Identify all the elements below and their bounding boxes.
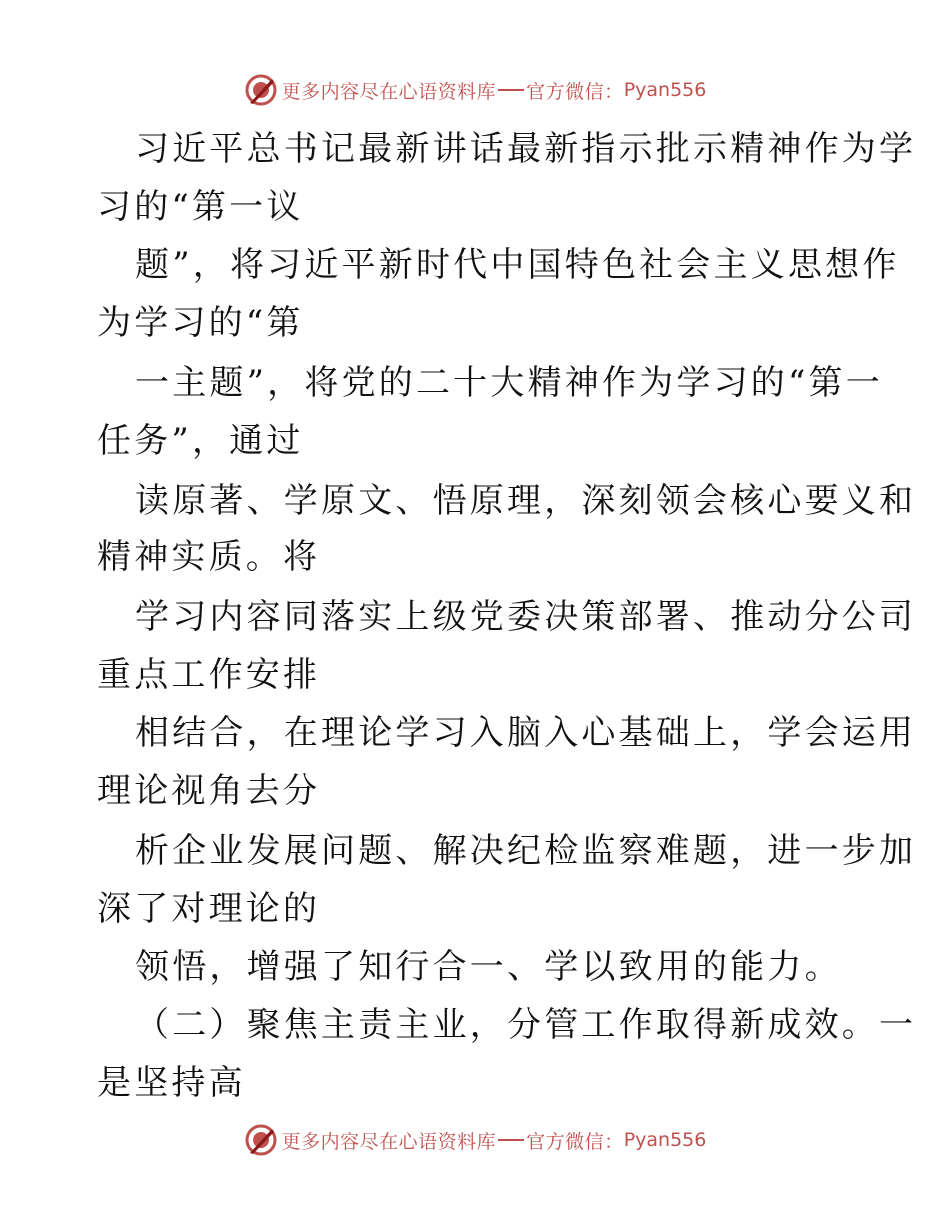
text-line: 习的“第一议 <box>97 187 304 227</box>
watermark-wechat-id: Pyan556 <box>623 79 707 101</box>
text-line: 深了对理论的 <box>97 889 321 929</box>
text-line: 学习内容同落实上级党委决策部署、推动分公司 <box>135 597 917 637</box>
watermark-wechat-id: Pyan556 <box>623 1129 707 1151</box>
text-line: 析企业发展问题、解决纪检监察难题，进一步加 <box>135 831 917 871</box>
text-line: 重点工作安排 <box>97 655 321 695</box>
watermark-suffix: 官方微信： <box>526 1130 624 1153</box>
section-heading-line: （二）聚焦主责主业，分管工作取得新成效。一 <box>135 1005 917 1045</box>
quill-pen-logo-icon <box>244 73 278 107</box>
text-line: 领悟，增强了知行合一、学以致用的能力。 <box>135 947 842 987</box>
text-line: 相结合，在理论学习入脑入心基础上，学会运用 <box>135 713 917 753</box>
text-line: 题”，将习近平新时代中国特色社会主义思想作 <box>135 245 900 285</box>
watermark-suffix: 官方微信： <box>526 80 624 103</box>
text-line: 理论视角去分 <box>97 771 321 811</box>
watermark-dash <box>498 1139 524 1141</box>
quill-pen-logo-icon <box>244 1123 278 1157</box>
text-line: 习近平总书记最新讲话最新指示批示精神作为学 <box>135 129 917 169</box>
watermark-brand: 更多内容尽在心语资料库 <box>281 80 497 103</box>
text-line: 读原著、学原文、悟原理，深刻领会核心要义和 <box>135 481 917 521</box>
text-line: 为学习的“第 <box>97 303 304 343</box>
footer-watermark <box>0 1120 950 1160</box>
text-line: 一主题”，将党的二十大精神作为学习的“第一 <box>135 363 883 403</box>
text-line: 任务”，通过 <box>97 421 304 461</box>
watermark-dash <box>498 89 524 91</box>
text-line: 精神实质。将 <box>97 537 321 577</box>
watermark-brand: 更多内容尽在心语资料库 <box>281 1130 497 1153</box>
header-watermark <box>0 70 950 110</box>
text-line: 是坚持高 <box>97 1063 246 1103</box>
